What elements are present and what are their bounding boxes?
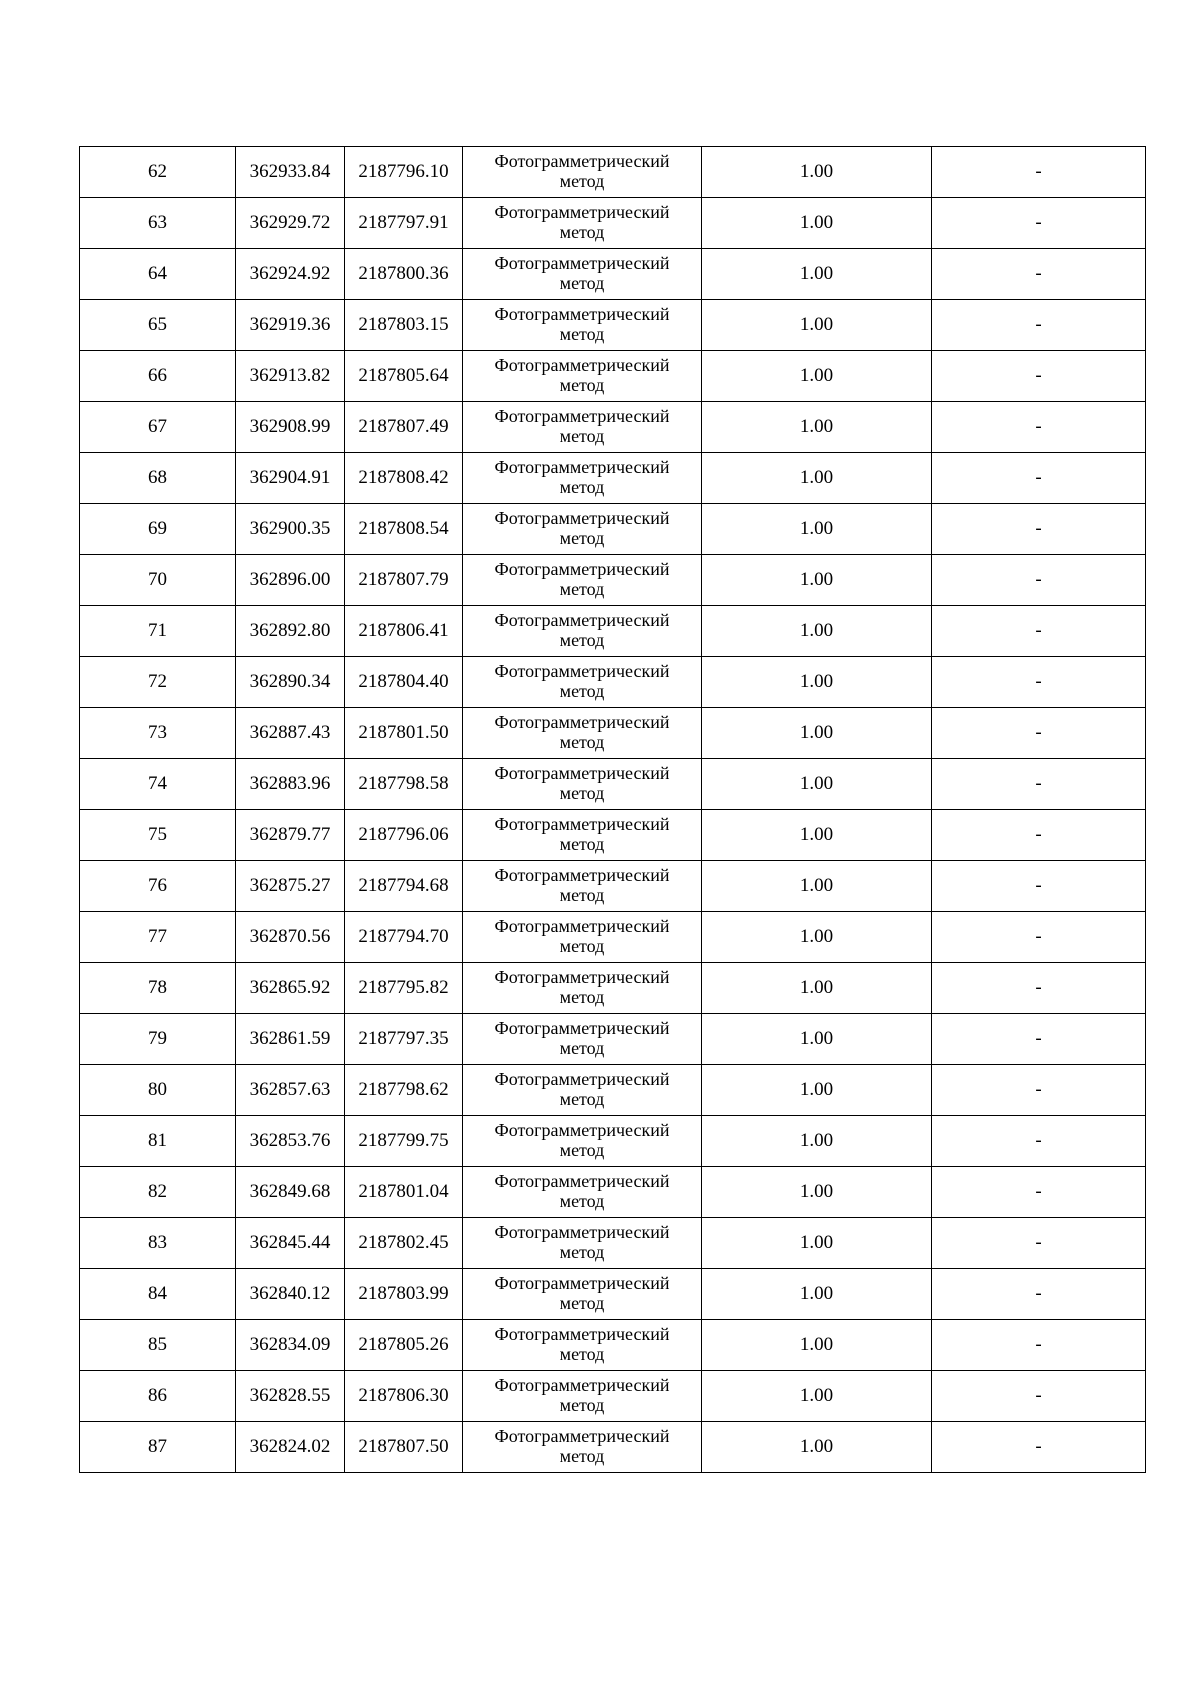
note-cell: - — [932, 453, 1146, 504]
method-line-1: Фотограмметрический — [494, 1120, 670, 1141]
accuracy-cell: 1.00 — [702, 1116, 932, 1167]
table-row — [80, 657, 1146, 708]
point-number-cell: 78 — [80, 963, 236, 1014]
accuracy-cell: 1.00 — [702, 1371, 932, 1422]
x-coordinate-cell: 362875.27 — [236, 861, 345, 912]
table-row — [80, 198, 1146, 249]
x-coordinate-cell: 362904.91 — [236, 453, 345, 504]
method-line-1: Фотограмметрический — [494, 457, 670, 478]
method-line-2: метод — [559, 1446, 605, 1466]
note-cell: - — [932, 300, 1146, 351]
method-line-2: метод — [559, 1344, 605, 1364]
point-number-cell: 75 — [80, 810, 236, 861]
table-row — [80, 1371, 1146, 1422]
x-coordinate-cell: 362870.56 — [236, 912, 345, 963]
x-coordinate-cell: 362887.43 — [236, 708, 345, 759]
y-coordinate-cell: 2187802.45 — [345, 1218, 463, 1269]
note-cell: - — [932, 861, 1146, 912]
accuracy-cell: 1.00 — [702, 555, 932, 606]
y-coordinate-cell: 2187798.62 — [345, 1065, 463, 1116]
point-number-cell: 79 — [80, 1014, 236, 1065]
accuracy-cell: 1.00 — [702, 606, 932, 657]
method-line-1: Фотограмметрический — [494, 1018, 670, 1039]
accuracy-cell: 1.00 — [702, 402, 932, 453]
note-cell: - — [932, 1371, 1146, 1422]
point-number-cell: 65 — [80, 300, 236, 351]
accuracy-cell: 1.00 — [702, 1065, 932, 1116]
method-line-1: Фотограмметрический — [494, 1222, 670, 1243]
method-line-1: Фотограмметрический — [494, 253, 670, 274]
table-row — [80, 861, 1146, 912]
y-coordinate-cell: 2187801.50 — [345, 708, 463, 759]
method-cell — [463, 1116, 702, 1167]
y-coordinate-cell: 2187805.64 — [345, 351, 463, 402]
accuracy-cell: 1.00 — [702, 147, 932, 198]
y-coordinate-cell: 2187807.50 — [345, 1422, 463, 1473]
point-number-cell: 84 — [80, 1269, 236, 1320]
y-coordinate-cell: 2187803.15 — [345, 300, 463, 351]
method-line-2: метод — [559, 1395, 605, 1415]
accuracy-cell: 1.00 — [702, 1167, 932, 1218]
accuracy-cell: 1.00 — [702, 504, 932, 555]
method-line-2: метод — [559, 1242, 605, 1262]
method-line-2: метод — [559, 171, 605, 191]
method-line-1: Фотограмметрический — [494, 559, 670, 580]
point-number-cell: 63 — [80, 198, 236, 249]
note-cell: - — [932, 1320, 1146, 1371]
method-cell — [463, 1167, 702, 1218]
table-row — [80, 249, 1146, 300]
point-number-cell: 85 — [80, 1320, 236, 1371]
method-line-2: метод — [559, 885, 605, 905]
x-coordinate-cell: 362929.72 — [236, 198, 345, 249]
point-number-cell: 68 — [80, 453, 236, 504]
method-line-2: метод — [559, 987, 605, 1007]
method-cell — [463, 1014, 702, 1065]
x-coordinate-cell: 362919.36 — [236, 300, 345, 351]
note-cell: - — [932, 504, 1146, 555]
method-cell — [463, 861, 702, 912]
note-cell: - — [932, 555, 1146, 606]
x-coordinate-cell: 362849.68 — [236, 1167, 345, 1218]
x-coordinate-cell: 362853.76 — [236, 1116, 345, 1167]
y-coordinate-cell: 2187797.35 — [345, 1014, 463, 1065]
method-cell — [463, 249, 702, 300]
note-cell: - — [932, 657, 1146, 708]
note-cell: - — [932, 1269, 1146, 1320]
x-coordinate-cell: 362890.34 — [236, 657, 345, 708]
x-coordinate-cell: 362913.82 — [236, 351, 345, 402]
coordinates-table — [79, 146, 1146, 1473]
table-row — [80, 1167, 1146, 1218]
method-cell — [463, 504, 702, 555]
coordinates-table-body — [80, 147, 1146, 1473]
method-line-2: метод — [559, 630, 605, 650]
method-line-1: Фотограмметрический — [494, 967, 670, 988]
note-cell: - — [932, 1116, 1146, 1167]
y-coordinate-cell: 2187805.26 — [345, 1320, 463, 1371]
table-row — [80, 351, 1146, 402]
y-coordinate-cell: 2187808.42 — [345, 453, 463, 504]
method-line-2: метод — [559, 681, 605, 701]
method-line-1: Фотограмметрический — [494, 1426, 670, 1447]
method-line-2: метод — [559, 273, 605, 293]
method-line-1: Фотограмметрический — [494, 1069, 670, 1090]
x-coordinate-cell: 362883.96 — [236, 759, 345, 810]
x-coordinate-cell: 362896.00 — [236, 555, 345, 606]
table-row — [80, 555, 1146, 606]
table-row — [80, 912, 1146, 963]
note-cell: - — [932, 198, 1146, 249]
note-cell: - — [932, 963, 1146, 1014]
method-line-1: Фотограмметрический — [494, 1171, 670, 1192]
x-coordinate-cell: 362879.77 — [236, 810, 345, 861]
method-line-2: метод — [559, 936, 605, 956]
point-number-cell: 77 — [80, 912, 236, 963]
table-row — [80, 963, 1146, 1014]
point-number-cell: 74 — [80, 759, 236, 810]
method-cell — [463, 147, 702, 198]
accuracy-cell: 1.00 — [702, 1422, 932, 1473]
x-coordinate-cell: 362824.02 — [236, 1422, 345, 1473]
y-coordinate-cell: 2187796.10 — [345, 147, 463, 198]
point-number-cell: 69 — [80, 504, 236, 555]
note-cell: - — [932, 249, 1146, 300]
point-number-cell: 82 — [80, 1167, 236, 1218]
method-line-2: метод — [559, 783, 605, 803]
accuracy-cell: 1.00 — [702, 300, 932, 351]
point-number-cell: 67 — [80, 402, 236, 453]
note-cell: - — [932, 402, 1146, 453]
method-line-2: метод — [559, 834, 605, 854]
method-line-2: метод — [559, 222, 605, 242]
method-line-2: метод — [559, 375, 605, 395]
x-coordinate-cell: 362900.35 — [236, 504, 345, 555]
method-line-1: Фотограмметрический — [494, 916, 670, 937]
x-coordinate-cell: 362933.84 — [236, 147, 345, 198]
accuracy-cell: 1.00 — [702, 351, 932, 402]
table-row — [80, 606, 1146, 657]
point-number-cell: 86 — [80, 1371, 236, 1422]
point-number-cell: 81 — [80, 1116, 236, 1167]
point-number-cell: 70 — [80, 555, 236, 606]
method-line-2: метод — [559, 1191, 605, 1211]
method-cell — [463, 810, 702, 861]
method-line-1: Фотограмметрический — [494, 406, 670, 427]
method-line-1: Фотограмметрический — [494, 610, 670, 631]
method-cell — [463, 759, 702, 810]
note-cell: - — [932, 708, 1146, 759]
method-line-1: Фотограмметрический — [494, 304, 670, 325]
method-cell — [463, 963, 702, 1014]
point-number-cell: 76 — [80, 861, 236, 912]
accuracy-cell: 1.00 — [702, 249, 932, 300]
method-line-2: метод — [559, 732, 605, 752]
table-row — [80, 1218, 1146, 1269]
note-cell: - — [932, 1422, 1146, 1473]
accuracy-cell: 1.00 — [702, 810, 932, 861]
point-number-cell: 64 — [80, 249, 236, 300]
table-row — [80, 810, 1146, 861]
point-number-cell: 87 — [80, 1422, 236, 1473]
method-line-1: Фотограмметрический — [494, 355, 670, 376]
method-line-2: метод — [559, 426, 605, 446]
method-line-1: Фотограмметрический — [494, 661, 670, 682]
accuracy-cell: 1.00 — [702, 453, 932, 504]
method-cell — [463, 1371, 702, 1422]
point-number-cell: 62 — [80, 147, 236, 198]
accuracy-cell: 1.00 — [702, 1218, 932, 1269]
method-line-1: Фотограмметрический — [494, 1375, 670, 1396]
table-row — [80, 402, 1146, 453]
method-cell — [463, 198, 702, 249]
y-coordinate-cell: 2187794.68 — [345, 861, 463, 912]
note-cell: - — [932, 1167, 1146, 1218]
method-cell — [463, 708, 702, 759]
point-number-cell: 66 — [80, 351, 236, 402]
table-row — [80, 1269, 1146, 1320]
x-coordinate-cell: 362840.12 — [236, 1269, 345, 1320]
method-cell — [463, 402, 702, 453]
accuracy-cell: 1.00 — [702, 1320, 932, 1371]
y-coordinate-cell: 2187796.06 — [345, 810, 463, 861]
accuracy-cell: 1.00 — [702, 1014, 932, 1065]
method-cell — [463, 453, 702, 504]
point-number-cell: 83 — [80, 1218, 236, 1269]
y-coordinate-cell: 2187798.58 — [345, 759, 463, 810]
y-coordinate-cell: 2187803.99 — [345, 1269, 463, 1320]
accuracy-cell: 1.00 — [702, 1269, 932, 1320]
method-cell — [463, 1218, 702, 1269]
method-line-2: метод — [559, 528, 605, 548]
y-coordinate-cell: 2187807.49 — [345, 402, 463, 453]
point-number-cell: 80 — [80, 1065, 236, 1116]
note-cell: - — [932, 1065, 1146, 1116]
accuracy-cell: 1.00 — [702, 759, 932, 810]
x-coordinate-cell: 362924.92 — [236, 249, 345, 300]
point-number-cell: 73 — [80, 708, 236, 759]
x-coordinate-cell: 362857.63 — [236, 1065, 345, 1116]
method-line-1: Фотограмметрический — [494, 814, 670, 835]
table-row — [80, 147, 1146, 198]
method-cell — [463, 606, 702, 657]
x-coordinate-cell: 362828.55 — [236, 1371, 345, 1422]
note-cell: - — [932, 810, 1146, 861]
note-cell: - — [932, 606, 1146, 657]
table-row — [80, 1320, 1146, 1371]
accuracy-cell: 1.00 — [702, 657, 932, 708]
y-coordinate-cell: 2187794.70 — [345, 912, 463, 963]
note-cell: - — [932, 912, 1146, 963]
note-cell: - — [932, 1014, 1146, 1065]
table-row — [80, 453, 1146, 504]
method-line-1: Фотограмметрический — [494, 202, 670, 223]
method-cell — [463, 555, 702, 606]
accuracy-cell: 1.00 — [702, 861, 932, 912]
y-coordinate-cell: 2187807.79 — [345, 555, 463, 606]
y-coordinate-cell: 2187800.36 — [345, 249, 463, 300]
method-line-2: метод — [559, 1293, 605, 1313]
method-line-2: метод — [559, 579, 605, 599]
table-row — [80, 1422, 1146, 1473]
accuracy-cell: 1.00 — [702, 963, 932, 1014]
y-coordinate-cell: 2187801.04 — [345, 1167, 463, 1218]
method-line-2: метод — [559, 477, 605, 497]
note-cell: - — [932, 1218, 1146, 1269]
x-coordinate-cell: 362845.44 — [236, 1218, 345, 1269]
method-line-1: Фотограмметрический — [494, 1324, 670, 1345]
x-coordinate-cell: 362865.92 — [236, 963, 345, 1014]
y-coordinate-cell: 2187799.75 — [345, 1116, 463, 1167]
y-coordinate-cell: 2187804.40 — [345, 657, 463, 708]
accuracy-cell: 1.00 — [702, 198, 932, 249]
method-cell — [463, 300, 702, 351]
method-line-1: Фотограмметрический — [494, 1273, 670, 1294]
note-cell: - — [932, 147, 1146, 198]
x-coordinate-cell: 362861.59 — [236, 1014, 345, 1065]
method-line-1: Фотограмметрический — [494, 763, 670, 784]
note-cell: - — [932, 351, 1146, 402]
table-row — [80, 759, 1146, 810]
y-coordinate-cell: 2187795.82 — [345, 963, 463, 1014]
method-line-1: Фотограмметрический — [494, 865, 670, 886]
method-line-1: Фотограмметрический — [494, 151, 670, 172]
method-cell — [463, 1065, 702, 1116]
table-row — [80, 1116, 1146, 1167]
y-coordinate-cell: 2187806.41 — [345, 606, 463, 657]
y-coordinate-cell: 2187808.54 — [345, 504, 463, 555]
accuracy-cell: 1.00 — [702, 912, 932, 963]
y-coordinate-cell: 2187797.91 — [345, 198, 463, 249]
x-coordinate-cell: 362908.99 — [236, 402, 345, 453]
method-cell — [463, 1269, 702, 1320]
method-line-2: метод — [559, 1038, 605, 1058]
method-line-1: Фотограмметрический — [494, 508, 670, 529]
method-cell — [463, 1422, 702, 1473]
method-line-1: Фотограмметрический — [494, 712, 670, 733]
method-cell — [463, 657, 702, 708]
table-row — [80, 300, 1146, 351]
method-line-2: метод — [559, 1140, 605, 1160]
x-coordinate-cell: 362892.80 — [236, 606, 345, 657]
point-number-cell: 72 — [80, 657, 236, 708]
method-line-2: метод — [559, 1089, 605, 1109]
table-row — [80, 1014, 1146, 1065]
accuracy-cell: 1.00 — [702, 708, 932, 759]
y-coordinate-cell: 2187806.30 — [345, 1371, 463, 1422]
table-row — [80, 708, 1146, 759]
method-line-2: метод — [559, 324, 605, 344]
table-row — [80, 1065, 1146, 1116]
method-cell — [463, 351, 702, 402]
method-cell — [463, 912, 702, 963]
method-cell — [463, 1320, 702, 1371]
x-coordinate-cell: 362834.09 — [236, 1320, 345, 1371]
table-row — [80, 504, 1146, 555]
note-cell: - — [932, 759, 1146, 810]
point-number-cell: 71 — [80, 606, 236, 657]
